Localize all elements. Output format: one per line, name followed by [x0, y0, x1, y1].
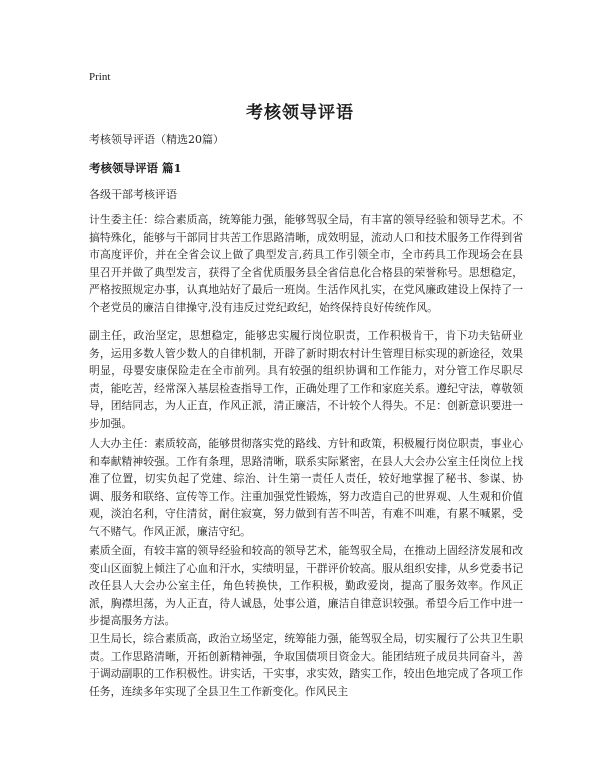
- paragraph: 人大办主任：素质较高，能够贯彻落实党的路线、方针和政策，积极履行岗位职责，事业心和奉献精神较强。工作有条理，思路清晰，联系实际紧密，在县人大会办公室主任岗位上找准了位置，切实负起了党建、综治、计生第一责任人责任，较好地掌握了秘书、参谋、协调、服务和联络、宣传等工作。注重加强党性锻炼，努力改造自己的世界观、人生观和价值观，淡泊名利，守住清贫，耐住寂寞，努力做到有苦不叫苦，有难不叫难，有累不喊累，受气不赌气。作风正派，廉洁守纪。: [89, 437, 523, 538]
- paragraph: 卫生局长，综合素质高，政治立场坚定，统筹能力强，能驾驭全局，切实履行了公共卫生职责。工作思路清晰，开拓创新精神强，争取国债项目资金大。能团结班子成员共同奋斗，善于调动副职的工作积极性。讲实话，干实事，求实效，踏实工作，较出色地完成了各项工作任务，连续多年实现了全县卫生工作新变化。作风民主: [89, 632, 523, 698]
- intro-line: 各级干部考核评语: [89, 188, 177, 201]
- section-heading: 考核领导评语 篇1: [89, 161, 182, 175]
- paragraph: 计生委主任：综合素质高，统筹能力强，能够驾驭全局，有丰富的领导经验和领导艺术。不搞特殊化，能够与干部同甘共苦工作思路清晰，成效明显，流动人口和技术服务工作得到省市高度评价，并在全省会议上做了典型发言,药具工作引领全市，全市药具工作现场会在县里召开并做了典型发言，获得了全省优质服务县全省信息化合格县的荣誉称号。思想稳定，严格按照规定办事，认真地站好了最后一班岗。生活作风扎实，在党风廉政建设上保持了一个老党员的廉洁自律操守,没有违反过党纪政纪，始终保持良好传统作风。: [89, 213, 523, 314]
- paragraph: 素质全面，有较丰富的领导经验和较高的领导艺术，能驾驭全局，在推动上固经济发展和改变山区面貌上倾注了心血和汗水，实绩明显，干群评价较高。服从组织安排，从乡党委书记改任县人大会办公室主任，角色转换快，工作积极，勤政爱岗，提高了服务效率。作风正派，胸襟坦荡，为人正直，待人诚恳，处事公道，廉洁自律意识较强。希望今后工作中进一步提高服务方法。: [89, 544, 523, 628]
- page-title: 考核领导评语: [246, 103, 354, 123]
- paragraph: 副主任，政治坚定，思想稳定，能够忠实履行岗位职责，工作积极肯干，肯下功夫钻研业务，运用多数人管少数人的自律机制，开辟了新时期农村计生管理目标实现的新途径，效果明显，母婴安康保险走在全市前列。具有较强的组织协调和工作能力，对分管工作尽职尽责，能吃苦，经常深入基层检查指导工作，正确处理了工作和家庭关系。遵纪守法，尊敬领导，团结同志，为人正直，作风正派，清正廉洁，不计较个人得失。不足：创新意识要进一步加强。: [89, 329, 523, 430]
- print-label[interactable]: Print: [89, 71, 111, 83]
- document-subtitle: 考核领导评语（精选20篇）: [89, 133, 224, 146]
